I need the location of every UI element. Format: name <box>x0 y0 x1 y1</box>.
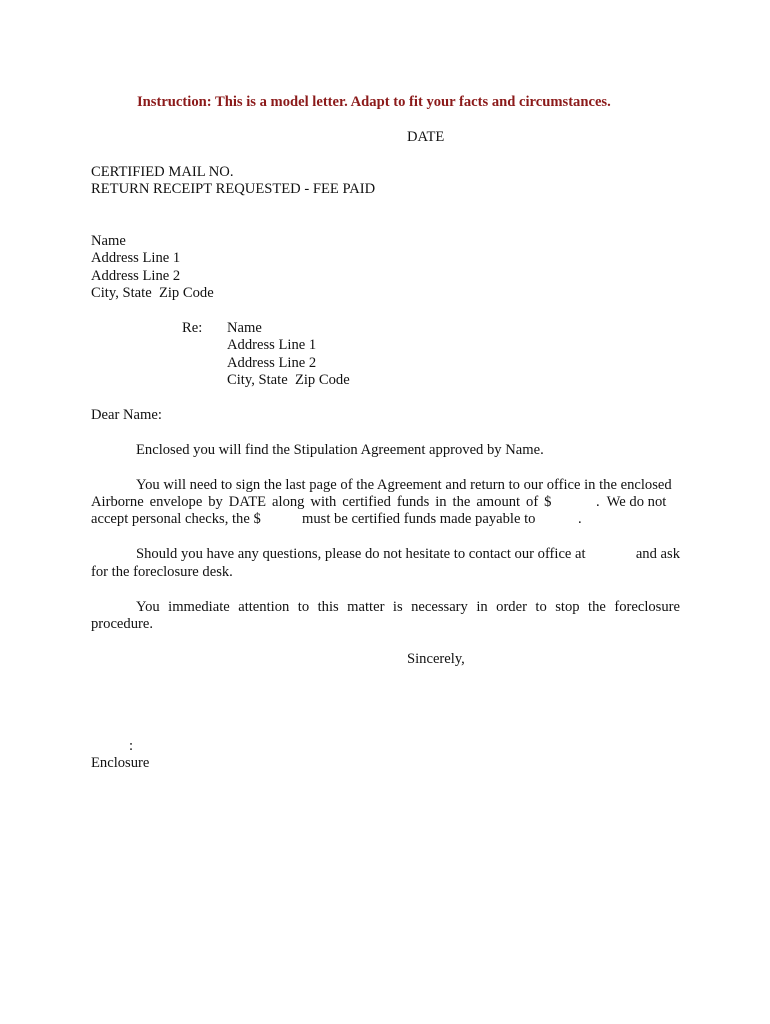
paragraph-2-line-3-middle: must be certified funds made payable to <box>302 511 536 527</box>
letter-date: DATE <box>407 129 445 145</box>
paragraph-2-line-3-end: . <box>578 511 582 527</box>
re-address-line-2: Address Line 2 <box>227 355 317 371</box>
paragraph-4-line-1: You immediate attention to this matter is necessary in order to stop the foreclosure <box>136 599 680 615</box>
re-address-line-1: Address Line 1 <box>227 337 317 353</box>
paragraph-2-line-1: You will need to sign the last page of the Agreement and return to our office in the enclosed <box>136 477 672 493</box>
paragraph-4-line-2: procedure. <box>91 616 153 632</box>
recipient-name: Name <box>91 233 126 249</box>
re-name: Name <box>227 320 262 336</box>
closing: Sincerely, <box>407 651 465 667</box>
paragraph-2-line-3-start: accept personal checks, the $ <box>91 511 261 527</box>
recipient-address-line-1: Address Line 1 <box>91 250 181 266</box>
re-city-state-zip: City, State Zip Code <box>227 372 350 388</box>
paragraph-1: Enclosed you will find the Stipulation Agreement approved by Name. <box>136 442 544 458</box>
enclosure-line: Enclosure <box>91 755 150 771</box>
instruction-note: Instruction: This is a model letter. Adapt to fit your facts and circumstances. <box>137 94 611 110</box>
paragraph-3-line-2: for the foreclosure desk. <box>91 564 233 580</box>
re-label: Re: <box>182 320 203 336</box>
return-receipt-line: RETURN RECEIPT REQUESTED - FEE PAID <box>91 181 376 197</box>
paragraph-2-line-2-text: Airborne envelope by DATE along with certified funds in the amount of $ <box>91 494 552 510</box>
paragraph-3-line-1-text: Should you have any questions, please do not hesitate to contact our office at <box>136 546 586 562</box>
certified-mail-line: CERTIFIED MAIL NO. <box>91 164 234 180</box>
initials-colon: : <box>129 738 134 754</box>
paragraph-2-line-2-end: . We do not <box>596 494 667 510</box>
paragraph-3-line-1-end: and ask <box>635 546 680 562</box>
salutation: Dear Name: <box>91 407 162 423</box>
recipient-address-line-2: Address Line 2 <box>91 268 181 284</box>
recipient-city-state-zip: City, State Zip Code <box>91 285 214 301</box>
